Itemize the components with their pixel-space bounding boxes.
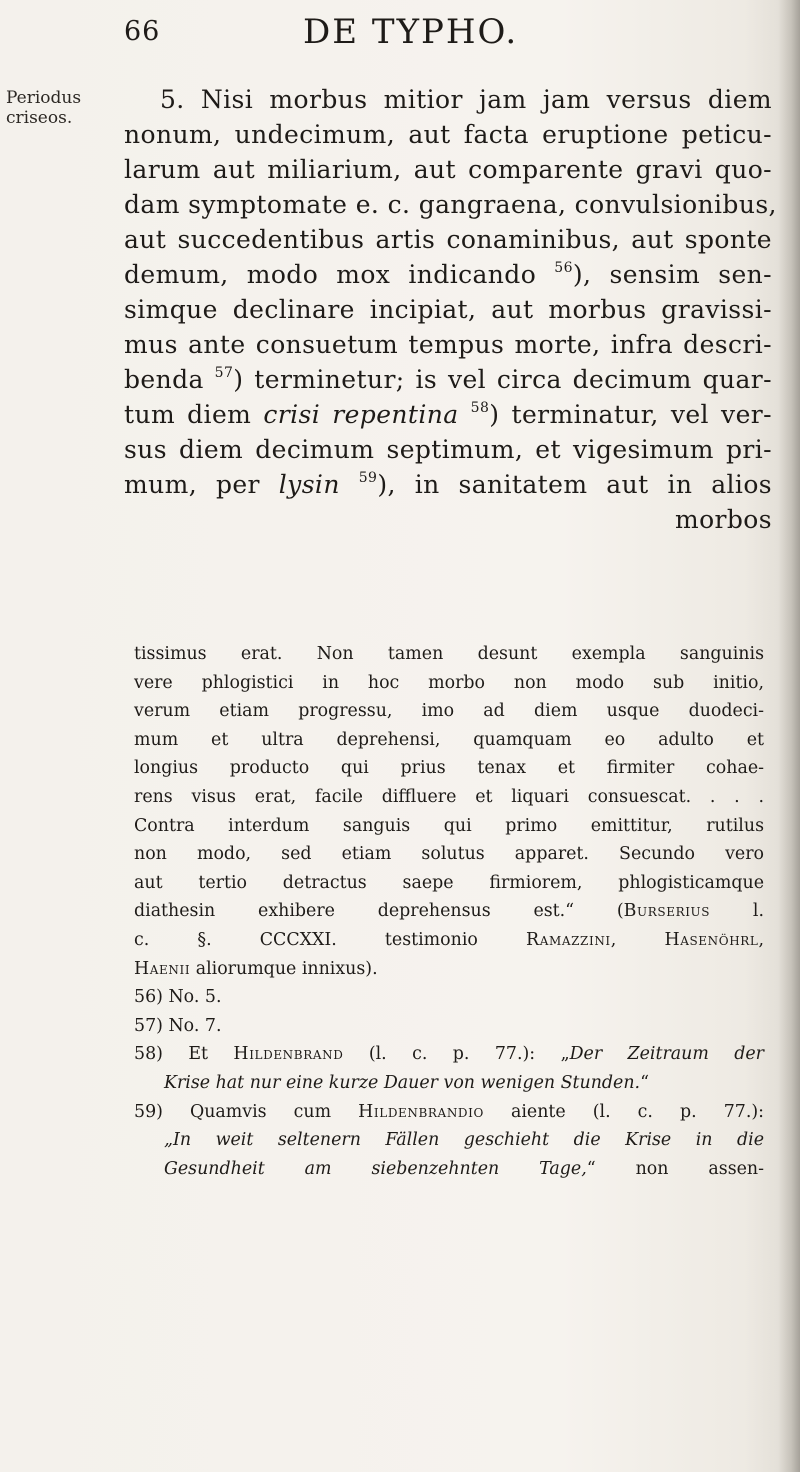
author-name: Haenii [134,958,191,979]
author-name: Hildenbrandio [358,1101,484,1122]
main-paragraph [124,82,777,537]
footnote-line: longius producto qui prius tenax et firmiter cohae- [134,758,764,779]
author-name: Hasenöhrl [664,929,759,950]
text-run: , [610,929,665,950]
text-run: benda [124,365,215,394]
footnote-ref-59: 59 [358,470,378,486]
footnote-ref-57: 57 [214,365,234,381]
italic-quote: Gesundheit am siebenzehnten Tage, [164,1158,587,1179]
text-run: aliorumque innixus). [190,958,378,979]
footnote-line [134,1126,764,1155]
footnote-56: 56) No. 5. [134,987,222,1008]
footnote-line [134,897,764,926]
footnote-line [134,926,764,955]
text-run: (l. c. p. 77.): „ [343,1044,570,1065]
footnotes [134,640,764,1183]
catchword: morbos [675,505,772,534]
text-run: “ non assen- [586,1158,764,1179]
footnote-line: rens visus erat, facile diffluere et liquari consuescat. . . . [134,786,764,807]
footnote-ref-56: 56 [554,260,573,276]
text-run: mum, per [124,470,279,499]
footnote-line [134,1069,764,1098]
text-run: , [758,929,764,950]
page-header [0,12,800,62]
footnote-line: verum etiam progressu, imo ad diem usque duodeci- [134,701,764,722]
text-line: aut succedentibus artis conaminibus, aut sponte [124,225,772,254]
text-line [124,257,772,292]
italic-term: crisi repentina [263,400,459,429]
text-run: aiente (l. c. p. 77.): [483,1101,764,1122]
text-run: diathesin exhibere deprehensus est.“ ( [134,901,624,922]
footnote-line: mum et ultra deprehensi, quamquam eo adulto et [134,729,764,750]
text-line: simque declinare incipiat, aut morbus gravissi- [124,295,772,324]
author-name: Hildenbrand [233,1044,344,1065]
footnote-line: vere phlogistici in hoc morbo non modo sub initio, [134,672,764,693]
page-edge-shadow [778,0,800,1472]
text-run: ), sensim sen- [572,260,773,289]
text-line: larum aut miliarium, aut comparente gravi quo- [124,155,772,184]
text-run: 58) Et [134,1044,234,1065]
text-run: tum diem [124,400,264,429]
footnote-ref-58: 58 [470,400,490,416]
text-line: sus diem decimum septimum, et vigesimum pri- [124,435,772,464]
footnote-59 [134,1098,764,1127]
text-line: 5. Nisi morbus mitior jam jam versus diem [160,85,772,114]
running-title: DE TYPHO. [303,12,519,52]
text-run: “ [640,1072,649,1093]
italic-quote: Der Zeitraum der [569,1044,764,1065]
margin-note [6,88,96,128]
text-line: dam symptomate e. c. gangraena, convulsionibus, [124,190,777,219]
footnote-line: non modo, sed etiam solutus apparet. Secundo vero [134,844,764,865]
text-line: mus ante consuetum tempus morte, infra descri- [124,330,772,359]
page-number: 66 [124,16,161,47]
footnote-line: aut tertio detractus saepe firmiorem, phlogisticamque [134,872,764,893]
author-name: Burserius [623,901,711,922]
text-run: ) terminatur, vel ver- [489,400,772,429]
text-run: ) terminetur; is vel circa decimum quar- [233,365,773,394]
text-run: 59) Quamvis cum [134,1101,359,1122]
text-run: demum, modo mox indicando [124,260,555,289]
italic-quote: Krise hat nur eine kurze Dauer von wenigen Stunden. [164,1072,641,1093]
footnote-line: Contra interdum sanguis qui primo emittitur, rutilus [134,815,764,836]
footnote-line [134,955,764,984]
footnote-58 [134,1040,764,1069]
footnote-line [134,1155,764,1184]
text-line [124,397,772,432]
author-name: Ramazzini [526,929,611,950]
text-run: ), in sanitatem aut in alios [377,470,772,499]
text-run: c. §. CCCXXI. testimonio [134,929,526,950]
footnote-57: 57) No. 7. [134,1015,222,1036]
text-line [124,362,772,397]
italic-term: lysin [278,470,340,499]
text-line: nonum, undecimum, aut facta eruptione peticu- [124,120,772,149]
footnote-line: tissimus erat. Non tamen desunt exempla sanguinis [134,644,764,664]
margin-note-line: criseos. [6,108,73,128]
margin-note-line: Periodus [6,88,82,108]
italic-quote: „In weit seltenern Fällen geschieht die Krise in die [164,1130,764,1151]
text-line [124,467,772,502]
text-run: l. [710,901,764,922]
